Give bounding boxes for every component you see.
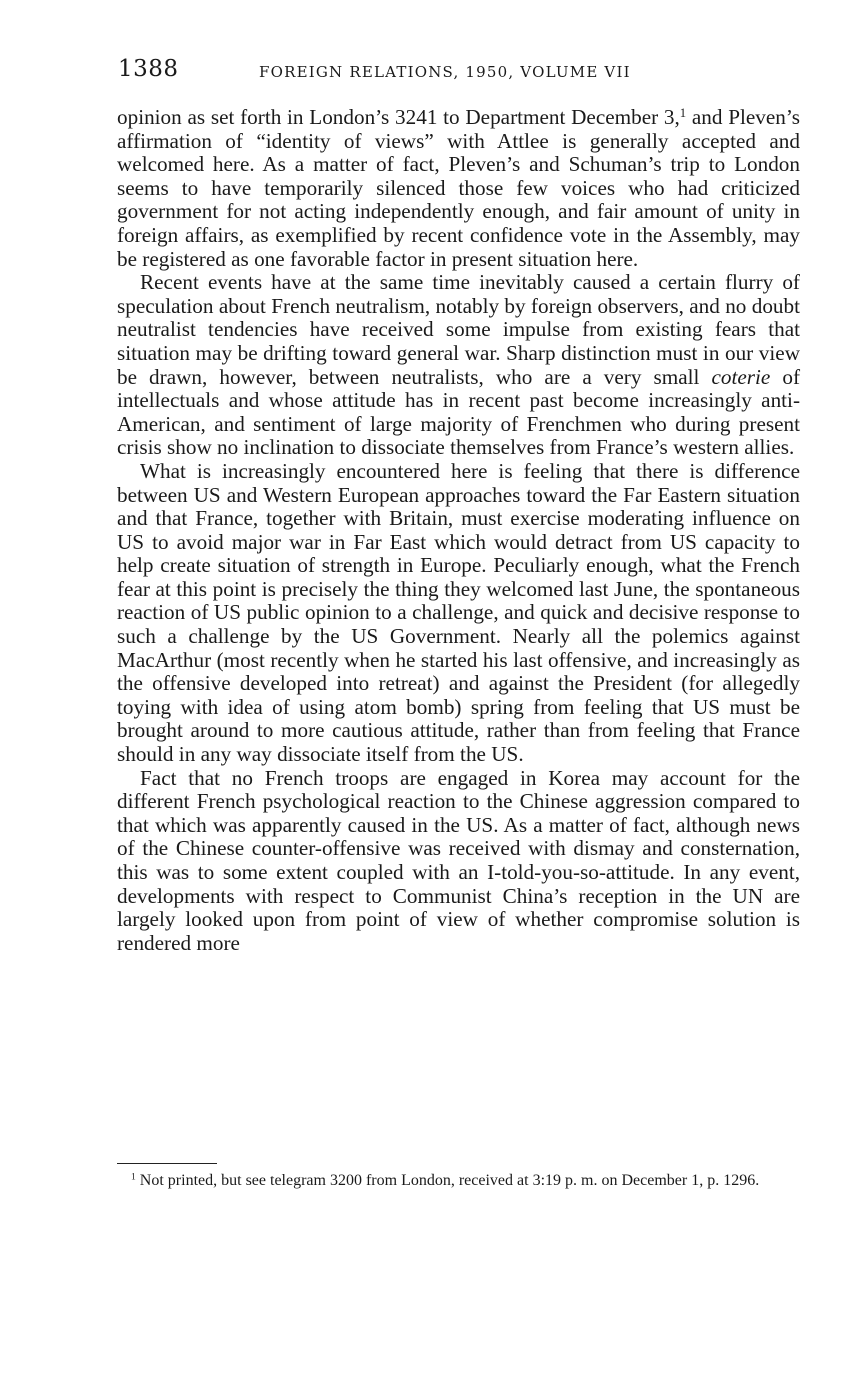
running-title: FOREIGN RELATIONS, 1950, VOLUME VII [259, 63, 631, 81]
paragraph-2-text-a: Recent events have at the same time inevitably caused a certain flurry of speculation about French neutralism, notably by foreign observers, and no doubt neutralist tendencies have received some impulse from existing fears that situation may be drifting toward general war. Sharp distinction must in our view be drawn, however, between neutralists, who are a very small [117, 270, 800, 389]
paragraph-4: Fact that no French troops are engaged in Korea may account for the different French psychological reaction to the Chinese aggression compared to that which was apparently caused in the US. As a matter of fact, although news of the Chinese counter-offensive was received with dismay and consternation, this was to some extent coupled with an I-told-you-so-attitude. In any event, developments with respect to Communist China’s reception in the UN are largely looked upon from point of view of whether compromise solution is rendered more [117, 765, 800, 955]
paragraph-2-text-b: of intellectuals and whose attitude has in recent past become increasingly anti-American, and sentiment of large majority of Frenchmen who during present crisis show no inclination to dissociate themselves from France’s western allies. [117, 364, 801, 460]
italic-term: coterie [711, 364, 771, 389]
paragraph-1-text-b: and Pleven’s affirmation of “identity of views” with Attlee is generally accepted and welcomed here. As a matter of fact, Pleven’s and Schuman’s trip to London seems to have temporarily silenced those few voices who had criticized government for not acting independently enough, and fair amount of unity in foreign affairs, as exemplified by recent confidence vote in the Assembly, may be registered as one favorable factor in present situation here. [117, 105, 800, 271]
paragraph-2 [117, 271, 800, 460]
paragraph-3: What is increasingly encountered here is feeling that there is difference between US and Western European approaches toward the Far Eastern situation and that France, together with Britain, must exercise moderating influence on US to avoid major war in Far East which would detract from US capacity to help create situation of strength in Europe. Peculiarly enough, what the French fear at this point is precisely the thing they welcomed last June, the spontaneous reaction of US public opinion to a challenge, and quick and decisive response to such a challenge by the US Government. Nearly all the polemics against MacArthur (most recently when he started his last offensive, and increasingly as the offensive developed into retreat) and against the President (for allegedly toying with idea of using atom bomb) spring from feeling that US must be brought around to more cautious attitude, rather than from feeling that France should in any way dissociate itself from the US. [117, 458, 800, 767]
footnote-text: Not printed, but see telegram 3200 from London, received at 3:19 p. m. on December 1, p. 1296. [139, 1172, 760, 1189]
footnote-1 [117, 1172, 800, 1190]
paragraph-1-text-a: opinion as set forth in London’s 3241 to Department December 3, [117, 105, 680, 129]
paragraph-1 [117, 106, 800, 271]
body-text [117, 106, 800, 955]
footnote-divider [117, 1163, 217, 1164]
footnote-marker: 1 [131, 1171, 136, 1183]
footnotes [117, 1172, 800, 1190]
page-number: 1388 [118, 56, 179, 82]
page-header [118, 56, 808, 88]
footnote-reference: 1 [679, 106, 687, 121]
